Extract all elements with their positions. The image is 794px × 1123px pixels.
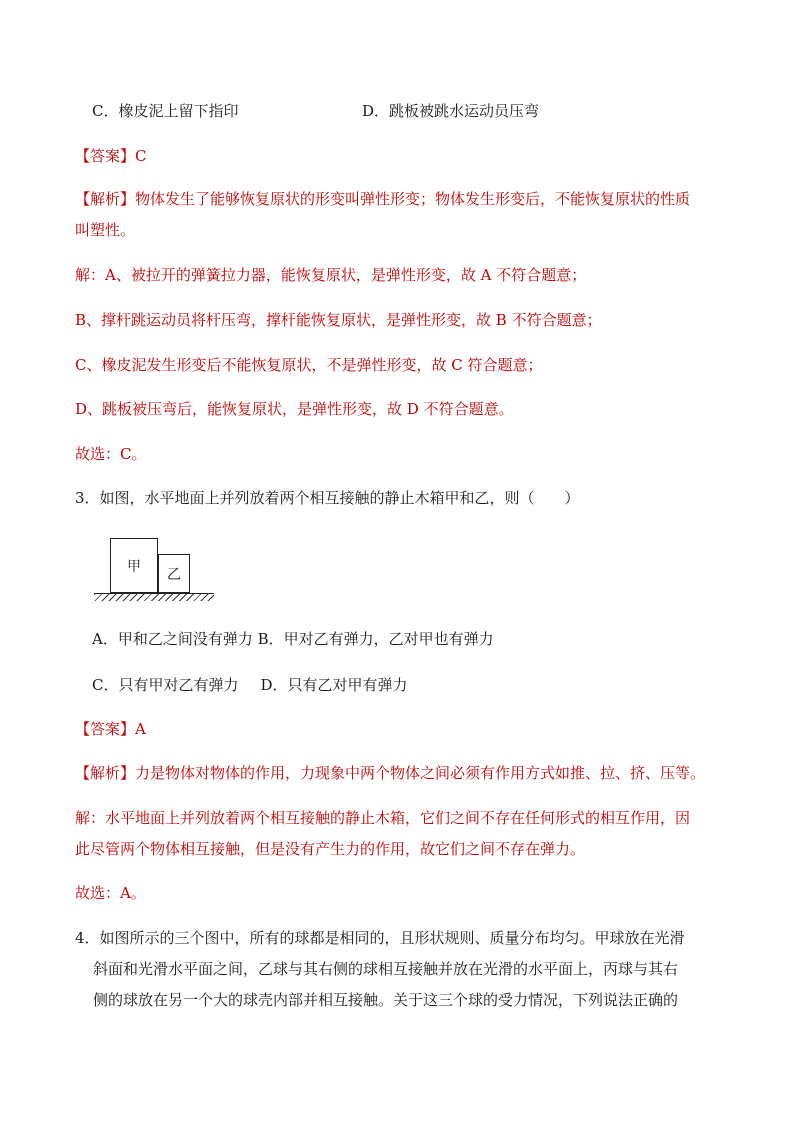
q3-select: 故选：A。 (75, 884, 146, 902)
q3-figure-boxes (92, 538, 216, 604)
q2-analysis-text-1: 物体发生了能够恢复原状的形变叫弹性形变；物体发生形变后，不能恢复原状的性质 (135, 190, 691, 208)
q2-select: 故选：C。 (75, 445, 147, 463)
q2-analysis-line-1 (75, 189, 690, 209)
q2-option-d: D．跳板被跳水运动员压弯 (362, 102, 540, 120)
q2-solution-line-2: B、撑杆跳运动员将杆压弯，撑杆能恢复原状，是弹性形变，故 B 不符合题意； (75, 311, 602, 329)
q3-answer-label: 【答案】 (75, 720, 136, 738)
q2-option-c: C．橡皮泥上留下指印 (92, 102, 239, 120)
ground-hatch (94, 594, 214, 601)
box-a: 甲 (110, 538, 158, 593)
q3-option-c: C．只有甲对乙有弹力 (92, 676, 239, 694)
q3-analysis-line-1 (75, 763, 705, 783)
q3-answer-value: A (135, 720, 146, 738)
q2-analysis-label: 【解析】 (75, 190, 136, 208)
q2-answer-value: C (135, 147, 147, 165)
q4-stem-line-3: 侧的球放在另一个大的球壳内部并相互接触。关于这三个球的受力情况，下列说法正确的 (93, 991, 679, 1009)
q2-analysis-line-2: 叫塑性。 (75, 221, 136, 239)
q3-solution-line-2: 此尽管两个物体相互接触，但是没有产生力的作用，故它们之间不存在弹力。 (75, 840, 586, 858)
q2-solution-line-4: D、跳板被压弯后，能恢复原状，是弹性形变，故 D 不符合题意。 (75, 400, 514, 418)
q3-option-d: D．只有乙对甲有弹力 (260, 676, 408, 694)
q3-solution-line-1: 解：水平地面上并列放着两个相互接触的静止木箱，它们之间不存在任何形式的相互作用，因 (75, 809, 691, 827)
q3-options-cd (92, 675, 408, 695)
q2-solution-line-3: C、橡皮泥发生形变后不能恢复原状，不是弹性形变，故 C 符合题意； (75, 356, 543, 374)
q3-analysis-text-1: 力是物体对物体的作用，力现象中两个物体之间必须有作用方式如推、拉、挤、压等。 (135, 764, 706, 782)
q4-stem-line-2: 斜面和光滑水平面之间，乙球与其右侧的球相互接触并放在光滑的水平面上，丙球与其右 (93, 960, 679, 978)
q3-analysis-label: 【解析】 (75, 764, 136, 782)
q2-options-cd (92, 101, 539, 121)
q3-stem: 3．如图，水平地面上并列放着两个相互接触的静止木箱甲和乙，则（ ） (75, 489, 580, 507)
q2-answer-label: 【答案】 (75, 147, 136, 165)
q2-answer (75, 146, 147, 166)
box-b: 乙 (158, 554, 190, 593)
q3-answer (75, 719, 146, 739)
q4-stem-line-1: 4．如图所示的三个图中，所有的球都是相同的，且形状规则、质量分布均匀。甲球放在光滑 (75, 929, 685, 947)
q3-option-ab: A．甲和乙之间没有弹力 B．甲对乙有弹力，乙对甲也有弹力 (92, 630, 494, 648)
q2-solution-line-1: 解：A、被拉开的弹簧拉力器，能恢复原状，是弹性形变，故 A 不符合题意； (75, 266, 587, 284)
